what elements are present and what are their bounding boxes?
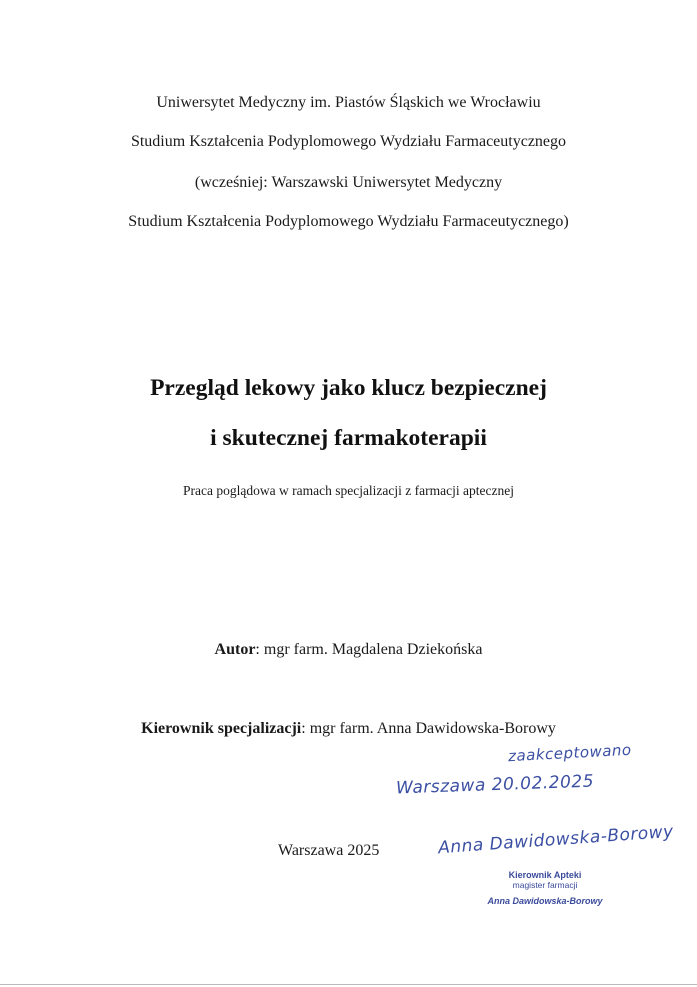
stamp-line-3: Anna Dawidowska-Borowy [487,896,603,906]
supervisor-label: Kierownik specjalizacji [141,720,302,737]
bottom-edge-line [0,984,697,985]
author-value: : mgr farm. Magdalena Dziekońska [255,641,483,658]
handwritten-place-date: Warszawa 20.02.2025 [395,771,595,799]
stamp-line-1: Kierownik Apteki [508,870,582,880]
institution-line-4: Studium Kształcenia Podyplomowego Wydziału Farmaceutycznego) [128,213,569,230]
author-line [0,641,697,659]
place-year: Warszawa 2025 [278,842,380,859]
author-label: Autor [214,641,256,658]
stamp-line-2: magister farmacji [512,880,578,890]
handwritten-signature: Anna Dawidowska-Borowy [437,821,675,859]
pharmacy-stamp [470,870,620,906]
institution-line-2: Studium Kształcenia Podyplomowego Wydziału Farmaceutycznego [130,133,567,150]
institution-line-1: Uniwersytet Medyczny im. Piastów Śląskich we Wrocławiu [156,94,541,111]
supervisor-line [0,720,697,738]
handwritten-approval: zaakceptowano [507,740,633,766]
institution-line-3: (wcześniej: Warszawski Uniwersytet Medyczny [194,174,503,191]
supervisor-value: : mgr farm. Anna Dawidowska-Borowy [301,720,556,737]
subtitle: Praca poglądowa w ramach specjalizacji z farmacji aptecznej [183,483,514,498]
title-line-1: Przegląd lekowy jako klucz bezpiecznej [150,375,547,401]
title-line-2: i skutecznej farmakoterapii [210,425,487,451]
